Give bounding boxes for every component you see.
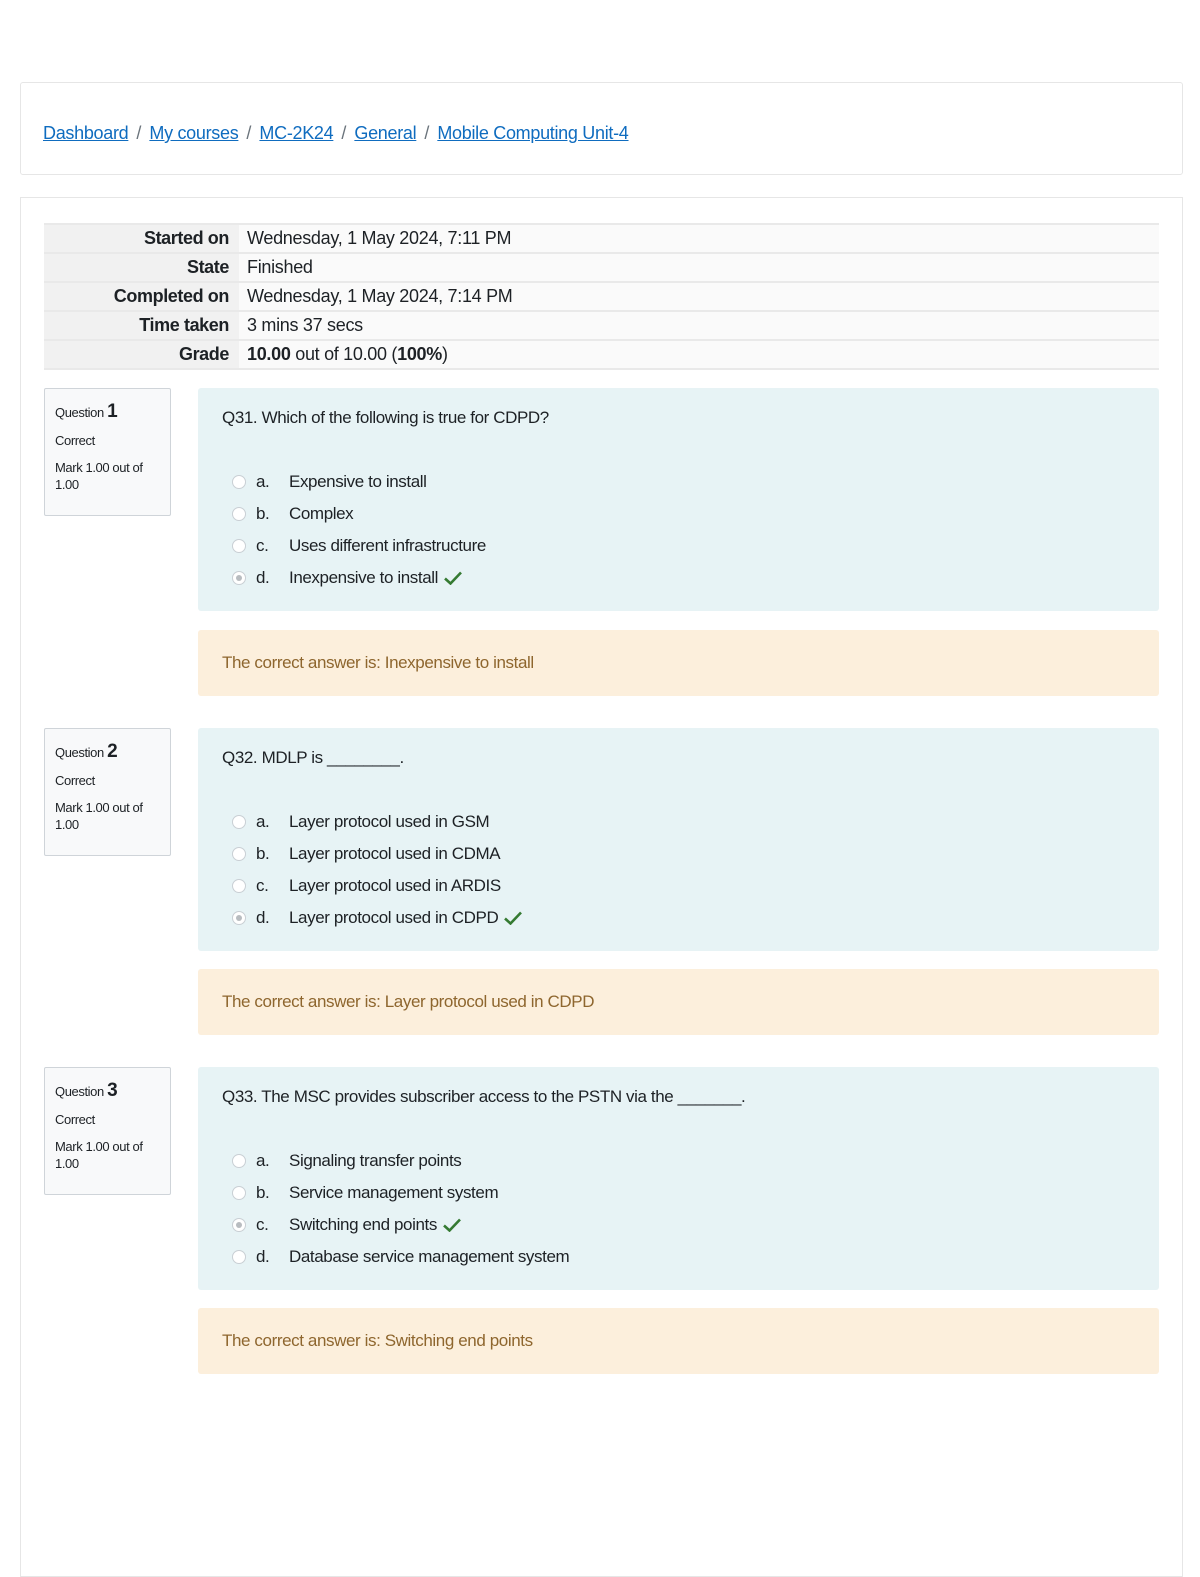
question-state: Correct xyxy=(55,773,95,788)
question-state: Correct xyxy=(55,433,95,448)
radio-button[interactable] xyxy=(232,847,246,861)
question-text: Q31. Which of the following is true for CDPD? xyxy=(222,408,549,427)
page-header xyxy=(20,82,1183,175)
summary-value: Wednesday, 1 May 2024, 7:11 PM xyxy=(239,224,1159,253)
summary-value: Wednesday, 1 May 2024, 7:14 PM xyxy=(239,282,1159,311)
option-text: Service management system xyxy=(289,1183,499,1202)
summary-row-started xyxy=(44,224,1159,253)
option-letter: d. xyxy=(256,568,270,587)
answer-option-selected[interactable] xyxy=(232,562,486,594)
option-text: Layer protocol used in CDPD xyxy=(289,908,499,927)
question-number-value: 1 xyxy=(107,401,118,422)
option-letter: a. xyxy=(256,812,270,831)
answer-options xyxy=(232,806,522,934)
radio-button[interactable] xyxy=(232,507,246,521)
breadcrumb-my-courses[interactable]: My courses xyxy=(149,123,239,143)
option-letter: a. xyxy=(256,472,270,491)
breadcrumb xyxy=(43,123,629,144)
summary-row-completed xyxy=(44,282,1159,311)
summary-key: Grade xyxy=(44,340,239,369)
question-mark: Mark 1.00 out of 1.00 xyxy=(55,800,143,832)
breadcrumb-quiz[interactable]: Mobile Computing Unit-4 xyxy=(437,123,629,143)
grade-out-of: out of 10.00 ( xyxy=(290,344,398,364)
radio-button[interactable] xyxy=(232,1186,246,1200)
option-letter: c. xyxy=(256,536,269,555)
breadcrumb-separator: / xyxy=(246,123,252,143)
question-number xyxy=(55,1080,160,1102)
option-letter: b. xyxy=(256,504,270,523)
grade-score: 10.00 xyxy=(247,344,291,364)
option-text: Uses different infrastructure xyxy=(289,536,486,555)
radio-button[interactable] xyxy=(232,1154,246,1168)
option-letter: b. xyxy=(256,844,270,863)
summary-key: State xyxy=(44,253,239,282)
breadcrumb-separator: / xyxy=(341,123,347,143)
radio-button[interactable] xyxy=(232,539,246,553)
radio-button-selected[interactable] xyxy=(232,1218,246,1232)
answer-option[interactable] xyxy=(232,498,486,530)
grade-close: ) xyxy=(441,344,448,364)
question-label: Question xyxy=(55,1084,104,1099)
answer-option[interactable] xyxy=(232,870,522,902)
breadcrumb-dashboard[interactable]: Dashboard xyxy=(43,123,129,143)
radio-button-selected[interactable] xyxy=(232,571,246,585)
option-text: Database service management system xyxy=(289,1247,570,1266)
answer-option[interactable] xyxy=(232,838,522,870)
attempt-summary-table xyxy=(44,223,1159,370)
question-info xyxy=(44,388,171,516)
option-text: Switching end points xyxy=(289,1215,437,1234)
question-number xyxy=(55,401,160,423)
option-letter: c. xyxy=(256,1215,269,1234)
summary-key: Time taken xyxy=(44,311,239,340)
answer-option[interactable] xyxy=(232,806,522,838)
answer-option[interactable] xyxy=(232,1145,569,1177)
check-icon xyxy=(444,571,462,585)
question-formulation xyxy=(198,1067,1159,1290)
question-info xyxy=(44,1067,171,1195)
question-number-value: 2 xyxy=(107,741,118,762)
question-number xyxy=(55,741,160,763)
question-formulation xyxy=(198,728,1159,951)
answer-option[interactable] xyxy=(232,1241,569,1273)
question-info xyxy=(44,728,171,856)
radio-button[interactable] xyxy=(232,475,246,489)
answer-option-selected[interactable] xyxy=(232,902,522,934)
option-text: Complex xyxy=(289,504,354,523)
correct-answer-feedback: The correct answer is: Inexpensive to install xyxy=(198,630,1159,696)
question-label: Question xyxy=(55,745,104,760)
check-icon xyxy=(504,911,522,925)
option-text: Signaling transfer points xyxy=(289,1151,462,1170)
check-icon xyxy=(443,1218,461,1232)
question-formulation xyxy=(198,388,1159,611)
question-text: Q33. The MSC provides subscriber access to the PSTN via the _______. xyxy=(222,1087,746,1106)
question-label: Question xyxy=(55,405,104,420)
answer-options xyxy=(232,1145,569,1273)
question-number-value: 3 xyxy=(107,1080,118,1101)
summary-key: Started on xyxy=(44,224,239,253)
summary-row-grade xyxy=(44,340,1159,369)
breadcrumb-separator: / xyxy=(136,123,142,143)
question-state: Correct xyxy=(55,1112,95,1127)
grade-percent: 100% xyxy=(397,344,442,364)
option-text: Layer protocol used in ARDIS xyxy=(289,876,501,895)
answer-option[interactable] xyxy=(232,1177,569,1209)
option-text: Inexpensive to install xyxy=(289,568,439,587)
option-letter: d. xyxy=(256,1247,270,1266)
radio-button-selected[interactable] xyxy=(232,911,246,925)
answer-option[interactable] xyxy=(232,466,486,498)
question-mark: Mark 1.00 out of 1.00 xyxy=(55,460,143,492)
breadcrumb-section[interactable]: General xyxy=(354,123,417,143)
answer-option-selected[interactable] xyxy=(232,1209,569,1241)
radio-button[interactable] xyxy=(232,879,246,893)
option-letter: c. xyxy=(256,876,269,895)
breadcrumb-separator: / xyxy=(424,123,430,143)
option-letter: d. xyxy=(256,908,270,927)
question-text: Q32. MDLP is ________. xyxy=(222,748,404,767)
summary-value: Finished xyxy=(239,253,1159,282)
option-letter: b. xyxy=(256,1183,270,1202)
breadcrumb-course[interactable]: MC-2K24 xyxy=(259,123,334,143)
answer-option[interactable] xyxy=(232,530,486,562)
option-letter: a. xyxy=(256,1151,270,1170)
radio-button[interactable] xyxy=(232,815,246,829)
option-text: Layer protocol used in GSM xyxy=(289,812,490,831)
option-text: Expensive to install xyxy=(289,472,427,491)
radio-button[interactable] xyxy=(232,1250,246,1264)
summary-value: 3 mins 37 secs xyxy=(239,311,1159,340)
correct-answer-feedback: The correct answer is: Layer protocol used in CDPD xyxy=(198,969,1159,1035)
option-text: Layer protocol used in CDMA xyxy=(289,844,501,863)
answer-options xyxy=(232,466,486,594)
correct-answer-feedback: The correct answer is: Switching end points xyxy=(198,1308,1159,1374)
summary-row-time-taken xyxy=(44,311,1159,340)
summary-key: Completed on xyxy=(44,282,239,311)
summary-row-state xyxy=(44,253,1159,282)
question-mark: Mark 1.00 out of 1.00 xyxy=(55,1139,143,1171)
grade-value xyxy=(239,340,1159,369)
